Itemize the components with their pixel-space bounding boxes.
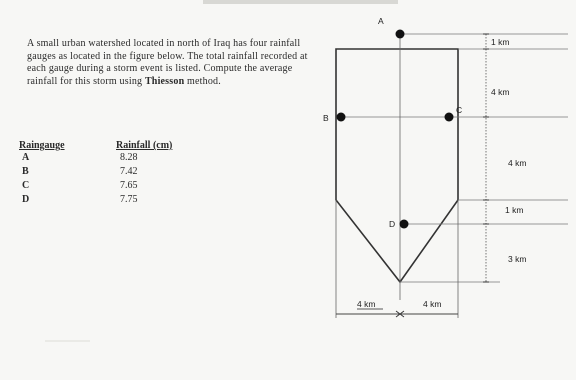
table-gauge-a: A bbox=[22, 152, 30, 163]
problem-method: Thiesson bbox=[144, 75, 185, 87]
table-gauge-b: B bbox=[22, 166, 29, 177]
gauge-a-label: A bbox=[378, 16, 384, 26]
table-header-raingauge: Raingauge bbox=[19, 140, 65, 151]
dim-lower-small-label: 1 km bbox=[505, 205, 524, 215]
gauge-c-dot bbox=[445, 113, 454, 122]
table-header-rainfall: Rainfall (cm) bbox=[116, 140, 173, 151]
gauge-b-label: B bbox=[323, 113, 329, 123]
gauge-a-dot bbox=[396, 30, 405, 39]
table-rainfall-d: 7.75 bbox=[120, 194, 138, 205]
gauge-c-label: C bbox=[456, 105, 463, 115]
watershed-boundary bbox=[336, 49, 458, 282]
table-gauge-d: D bbox=[22, 194, 30, 205]
table-gauge-c: C bbox=[22, 180, 30, 191]
table-rainfall-a: 8.28 bbox=[120, 152, 138, 163]
table-rainfall-b: 7.42 bbox=[120, 166, 138, 177]
gauge-d-label: D bbox=[389, 219, 396, 229]
problem-text-after: method. bbox=[184, 75, 221, 87]
gauge-b-dot bbox=[337, 113, 346, 122]
dim-middle-label: 4 km bbox=[508, 158, 527, 168]
dim-width-right-label: 4 km bbox=[423, 299, 442, 309]
gauge-d-dot bbox=[400, 220, 409, 229]
dim-bottom-label: 3 km bbox=[508, 254, 527, 264]
dim-width-left-label: 4 km bbox=[357, 299, 376, 309]
dim-top-label: 1 km bbox=[491, 37, 510, 47]
table-rainfall-c: 7.65 bbox=[120, 180, 138, 191]
dim-upper-label: 4 km bbox=[491, 87, 510, 97]
problem-text-before: A small urban watershed located in north of Iraq has four rainfall gauges as located in the figure below. The total rainfall recorded at each gauge during a storm event is listed. Compute the average rainfall for this storm using bbox=[27, 38, 308, 87]
